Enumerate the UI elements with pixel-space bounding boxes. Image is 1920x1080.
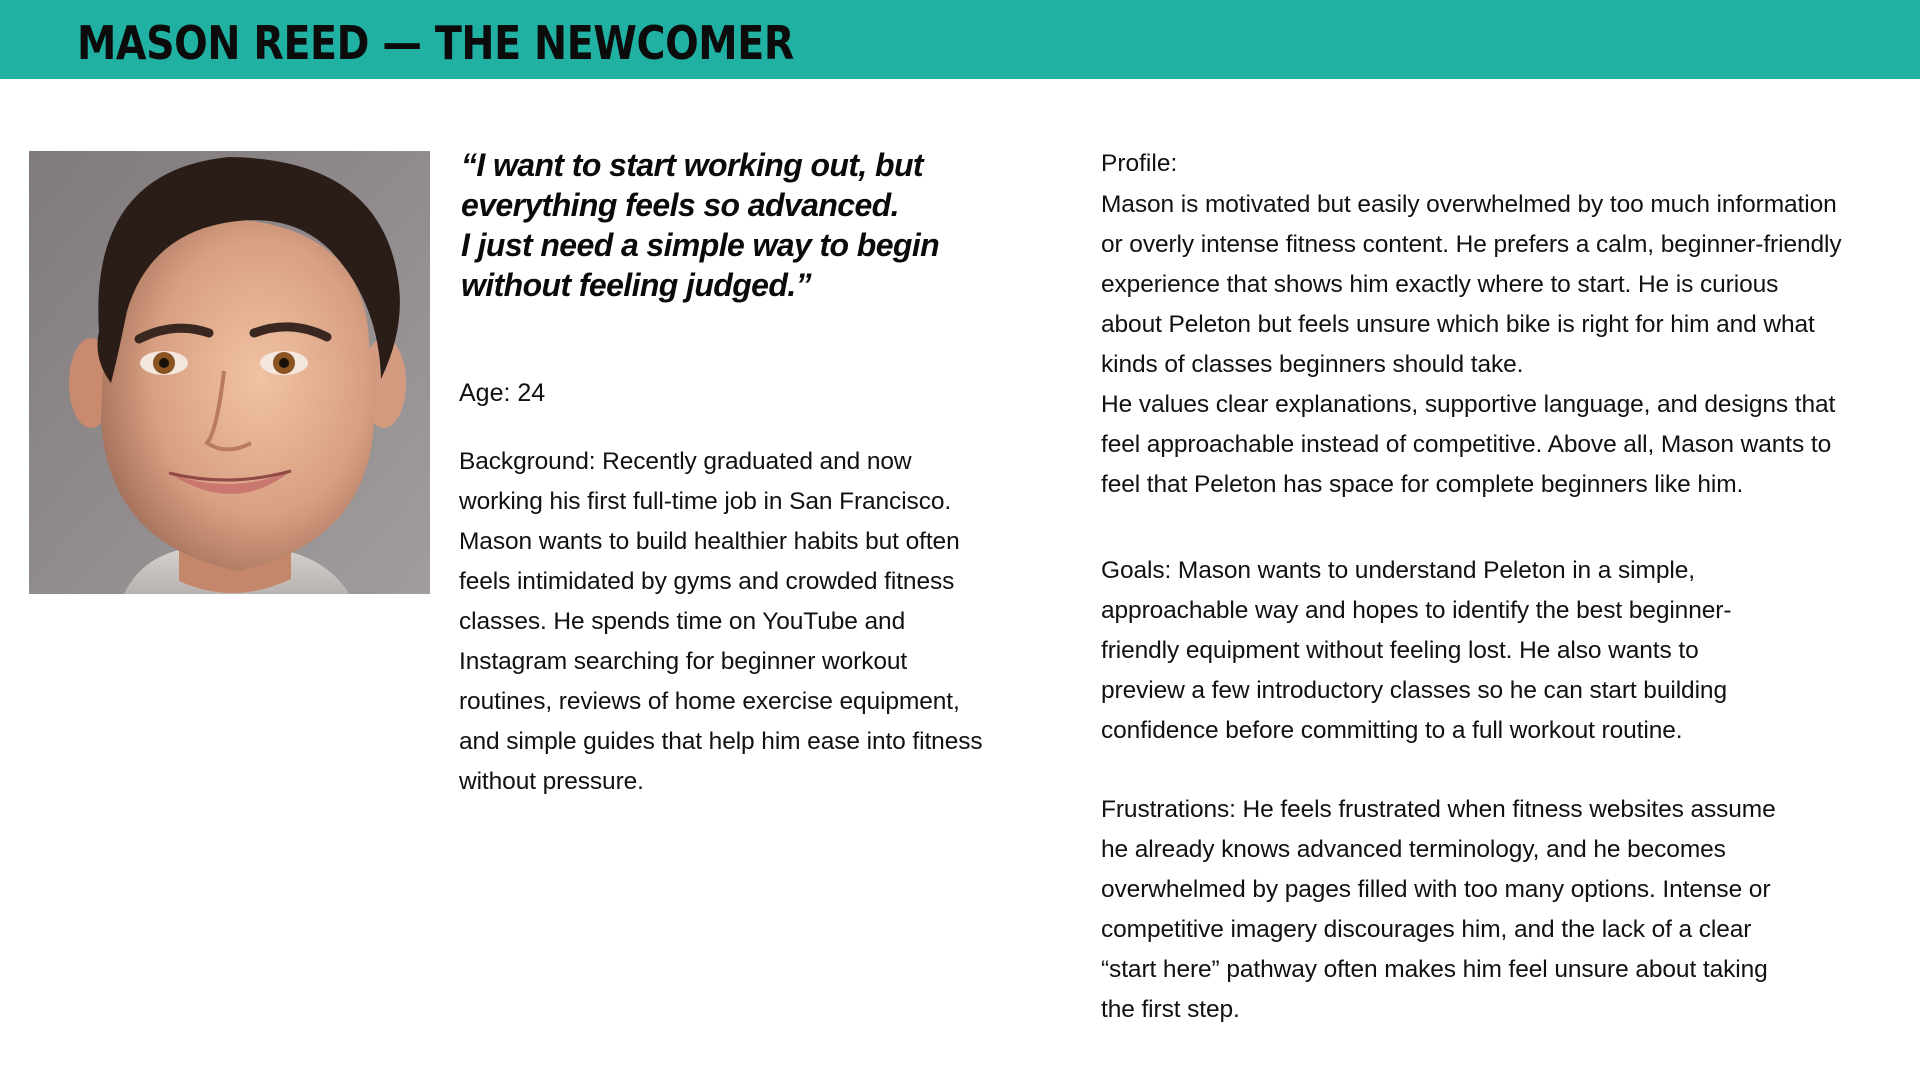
profile-line: kinds of classes beginners should take. [1101, 351, 1524, 378]
persona-quote [461, 145, 1061, 305]
goals-line: confidence before committing to a full workout routine. [1101, 717, 1683, 744]
profile-line: He values clear explanations, supportive language, and designs that [1101, 391, 1836, 418]
frustrations-line: Frustrations: He feels frustrated when fitness websites assume [1101, 796, 1776, 823]
profile-line: about Peleton but feels unsure which bike is right for him and what [1101, 311, 1815, 338]
profile-line: experience that shows him exactly where to start. He is curious [1101, 271, 1779, 298]
background-section [459, 442, 1059, 802]
background-line: working his first full-time job in San Francisco. [459, 488, 952, 515]
persona-portrait [29, 151, 430, 594]
quote-line: I just need a simple way to begin [461, 227, 940, 263]
frustrations-line: he already knows advanced terminology, and he becomes [1101, 836, 1726, 863]
profile-line: feel approachable instead of competitive. Above all, Mason wants to [1101, 431, 1832, 458]
background-line: routines, reviews of home exercise equipment, [459, 688, 960, 715]
page-title: MASON REED — THE NEWCOMER [77, 16, 794, 70]
goals-line: Goals: Mason wants to understand Peleton in a simple, [1101, 557, 1695, 584]
profile-section [1101, 185, 1891, 505]
background-line: classes. He spends time on YouTube and [459, 608, 906, 635]
goals-section [1101, 551, 1891, 751]
background-line: Mason wants to build healthier habits but often [459, 528, 960, 555]
person-portrait-icon [29, 151, 430, 594]
frustrations-line: competitive imagery discourages him, and the lack of a clear [1101, 916, 1752, 943]
quote-line: “I want to start working out, but [461, 147, 923, 183]
background-line: Instagram searching for beginner workout [459, 648, 908, 675]
frustrations-line: the first step. [1101, 996, 1240, 1023]
header-bar [0, 0, 1920, 79]
frustrations-section [1101, 790, 1891, 1030]
background-line: and simple guides that help him ease into fitness [459, 728, 983, 755]
quote-line: without feeling judged.” [461, 267, 812, 303]
background-line: without pressure. [459, 768, 644, 795]
background-line: Background: Recently graduated and now [459, 448, 912, 475]
frustrations-line: overwhelmed by pages filled with too many options. Intense or [1101, 876, 1771, 903]
profile-line: or overly intense fitness content. He prefers a calm, beginner-friendly [1101, 231, 1842, 258]
persona-age: Age: 24 [459, 379, 546, 407]
quote-line: everything feels so advanced. [461, 187, 899, 223]
goals-line: approachable way and hopes to identify the best beginner- [1101, 597, 1732, 624]
profile-line: feel that Peleton has space for complete beginners like him. [1101, 471, 1744, 498]
goals-line: friendly equipment without feeling lost. He also wants to [1101, 637, 1699, 664]
profile-label: Profile: [1101, 150, 1178, 177]
background-line: feels intimidated by gyms and crowded fitness [459, 568, 955, 595]
profile-line: Mason is motivated but easily overwhelmed by too much information [1101, 191, 1837, 218]
frustrations-line: “start here” pathway often makes him feel unsure about taking [1101, 956, 1768, 983]
goals-line: preview a few introductory classes so he can start building [1101, 677, 1727, 704]
